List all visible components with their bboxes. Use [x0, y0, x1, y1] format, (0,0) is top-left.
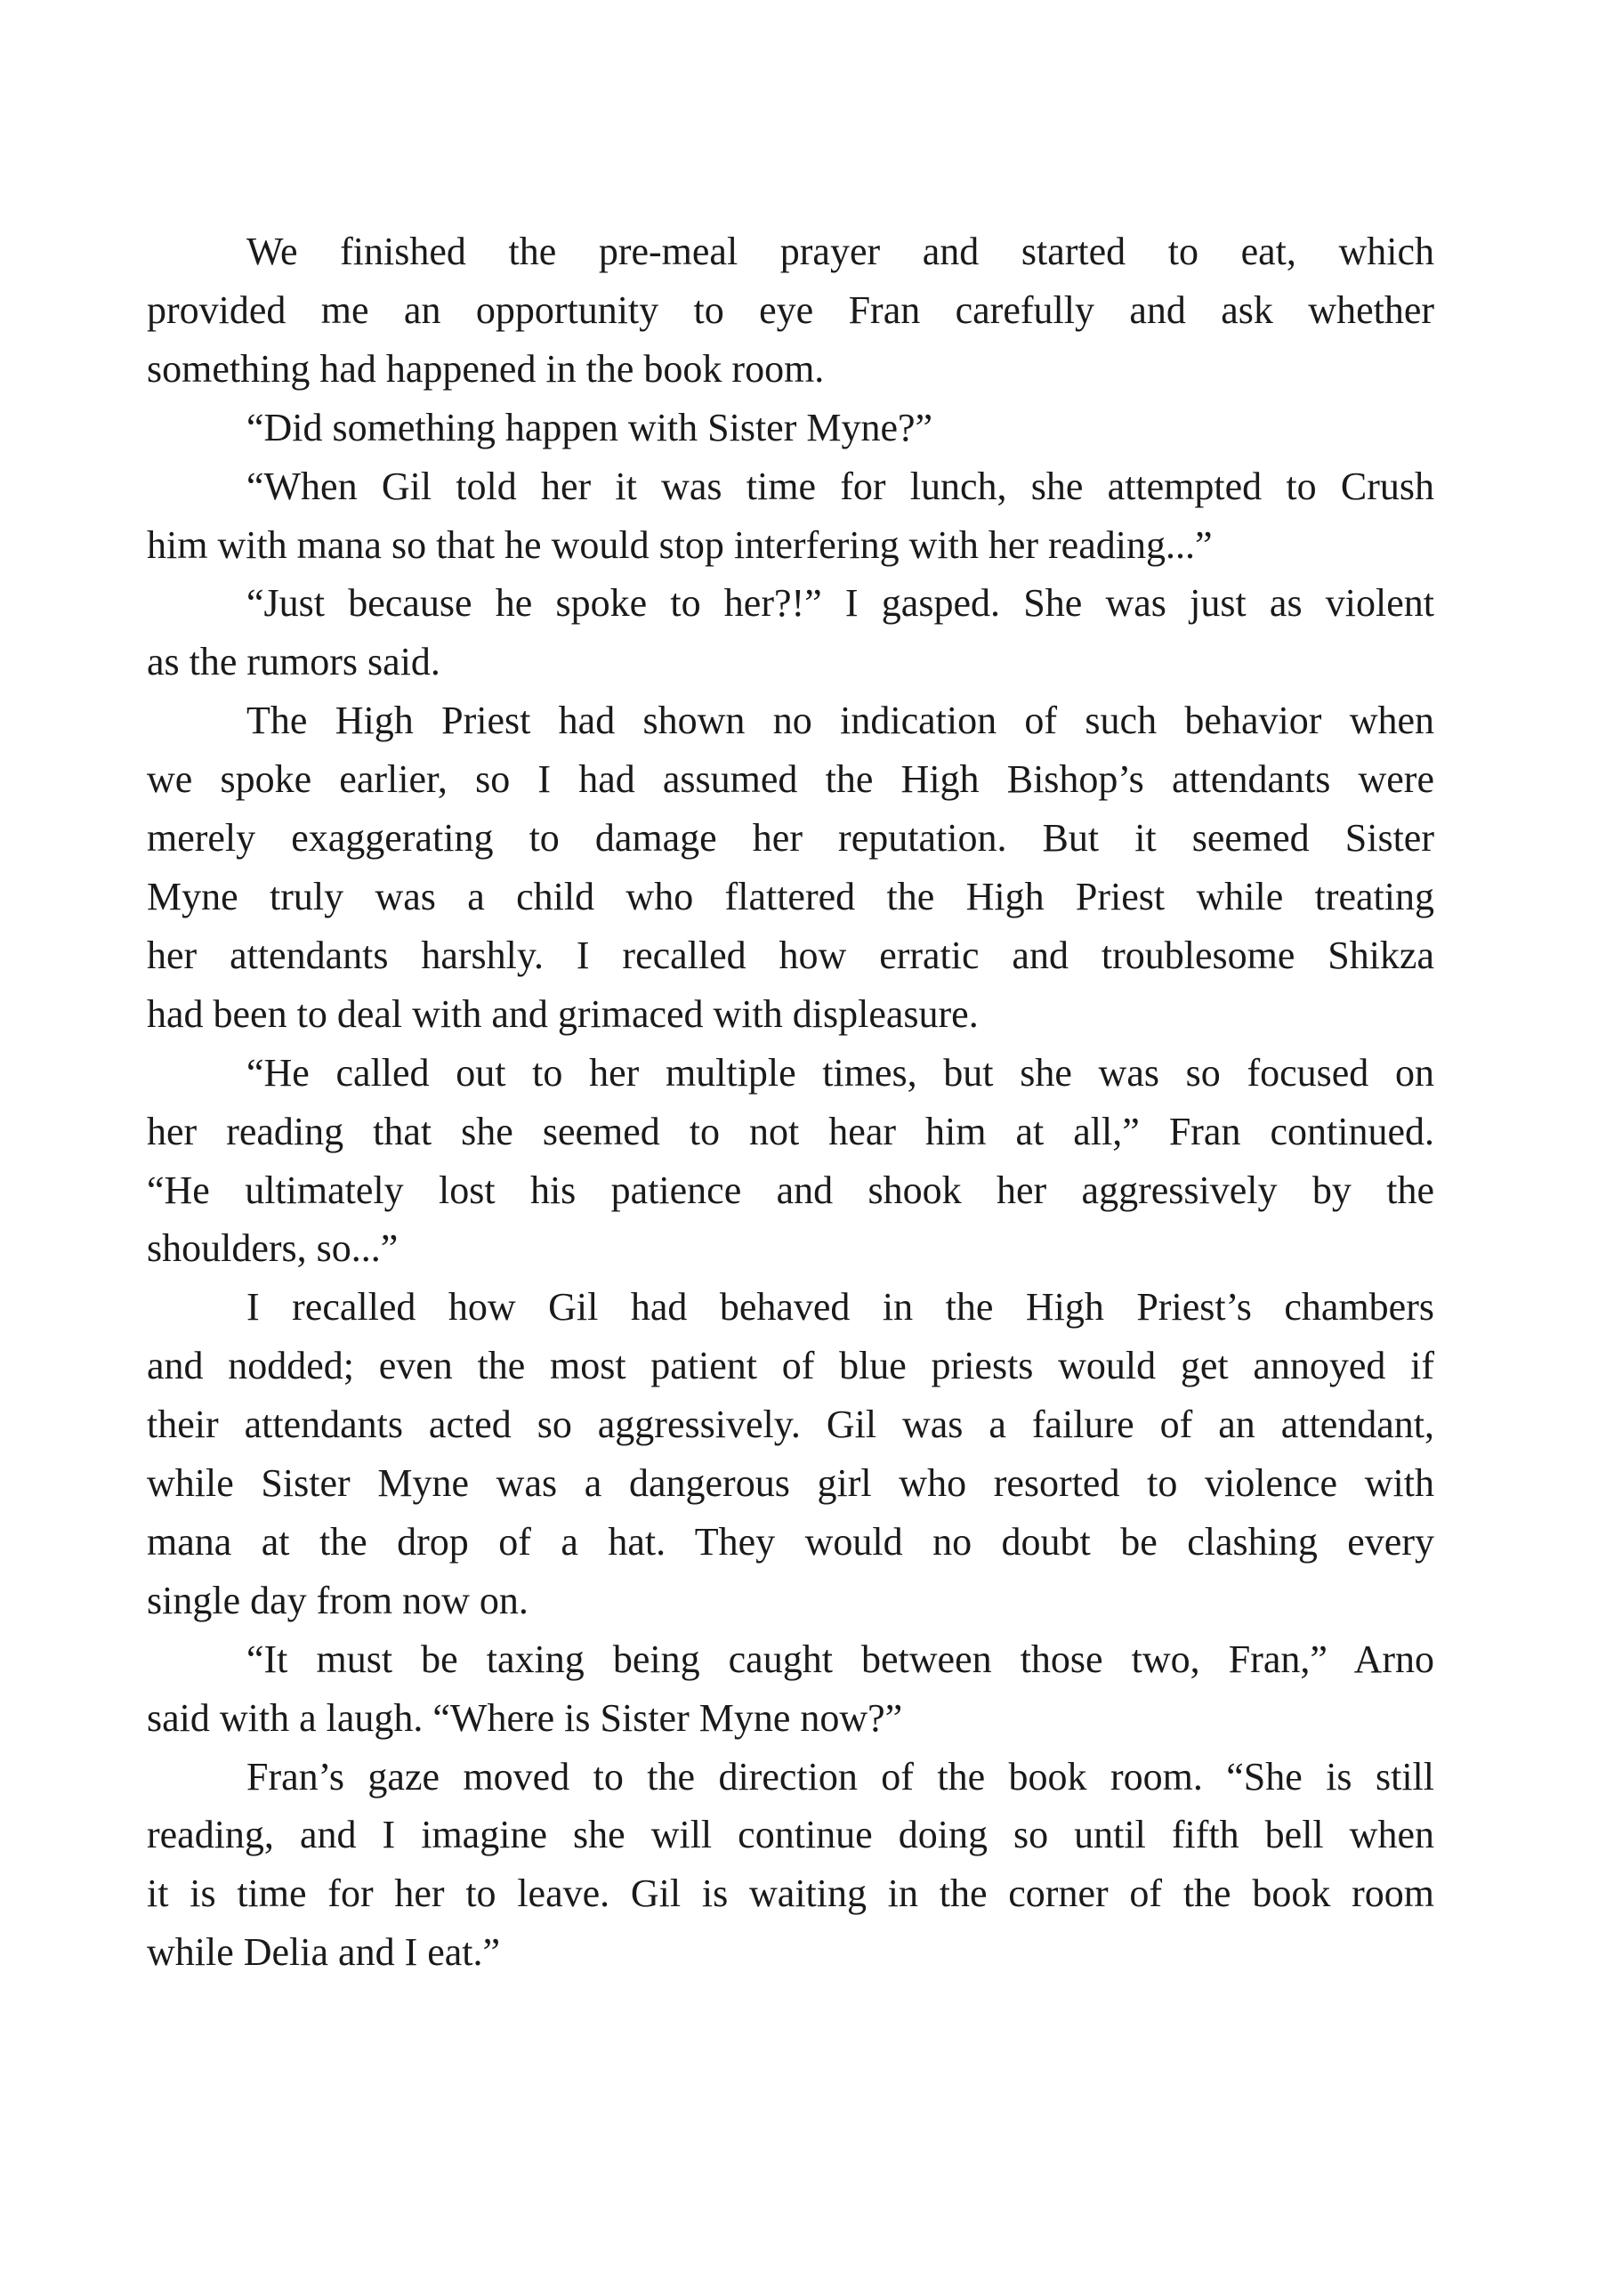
text-line: “It must be taxing being caught between those two, Fran,” Arno: [246, 1637, 1434, 1681]
text-line: while Delia and I eat.”: [147, 1930, 501, 1975]
text-line: her attendants harshly. I recalled how erratic and troublesome Shikza: [147, 933, 1434, 977]
text-line: “Just because he spoke to her?!” I gasped. She was just as violent: [246, 581, 1434, 626]
text-line: mana at the drop of a hat. They would no doubt be clashing every: [147, 1519, 1434, 1564]
text-line: her reading that she seemed to not hear him at all,” Fran continued.: [147, 1109, 1434, 1153]
text-line: something had happened in the book room.: [147, 346, 825, 391]
text-line: Myne truly was a child who flattered the High Priest while treating: [147, 874, 1434, 918]
paragraph: [147, 1630, 1434, 1748]
book-page-body: [147, 222, 1434, 1982]
text-line: had been to deal with and grimaced with displeasure.: [147, 991, 979, 1036]
text-line: “He called out to her multiple times, but she was so focused on: [246, 1050, 1434, 1095]
paragraph: [147, 457, 1434, 575]
paragraph: [147, 399, 1434, 457]
text-line: and nodded; even the most patient of blue priests would get annoyed if: [147, 1344, 1434, 1388]
text-line: as the rumors said.: [147, 640, 440, 684]
text-line: Fran’s gaze moved to the direction of the book room. “She is still: [246, 1754, 1434, 1799]
text-line: it is time for her to leave. Gil is waiting in the corner of the book room: [147, 1872, 1434, 1916]
text-line: I recalled how Gil had behaved in the High Priest’s chambers: [246, 1285, 1434, 1330]
paragraph: [147, 222, 1434, 399]
text-line: reading, and I imagine she will continue doing so until fifth bell when: [147, 1813, 1434, 1857]
text-line: “When Gil told her it was time for lunch, she attempted to Crush: [246, 464, 1434, 508]
text-line: single day from now on.: [147, 1578, 529, 1622]
paragraph: [147, 1278, 1434, 1629]
text-line: said with a laugh. “Where is Sister Myne now?”: [147, 1695, 903, 1740]
text-line: while Sister Myne was a dangerous girl who resorted to violence with: [147, 1461, 1434, 1506]
text-line: “He ultimately lost his patience and shook her aggressively by the: [147, 1168, 1434, 1212]
text-line: merely exaggerating to damage her reputation. But it seemed Sister: [147, 816, 1434, 861]
text-line: provided me an opportunity to eye Fran carefully and ask whether: [147, 287, 1434, 332]
text-line: shoulders, so...”: [147, 1226, 399, 1271]
paragraph: [147, 691, 1434, 1043]
text-line: him with mana so that he would stop interfering with her reading...”: [147, 522, 1213, 567]
paragraph: [147, 1044, 1434, 1279]
text-line: we spoke earlier, so I had assumed the High Bishop’s attendants were: [147, 757, 1434, 802]
paragraph: [147, 1748, 1434, 1983]
text-line: We finished the pre-meal prayer and started to eat, which: [246, 230, 1434, 273]
text-line: their attendants acted so aggressively. Gil was a failure of an attendant,: [147, 1403, 1434, 1447]
text-line: The High Priest had shown no indication of such behavior when: [246, 699, 1434, 743]
paragraph: [147, 574, 1434, 691]
text-line: “Did something happen with Sister Myne?”: [246, 405, 933, 449]
